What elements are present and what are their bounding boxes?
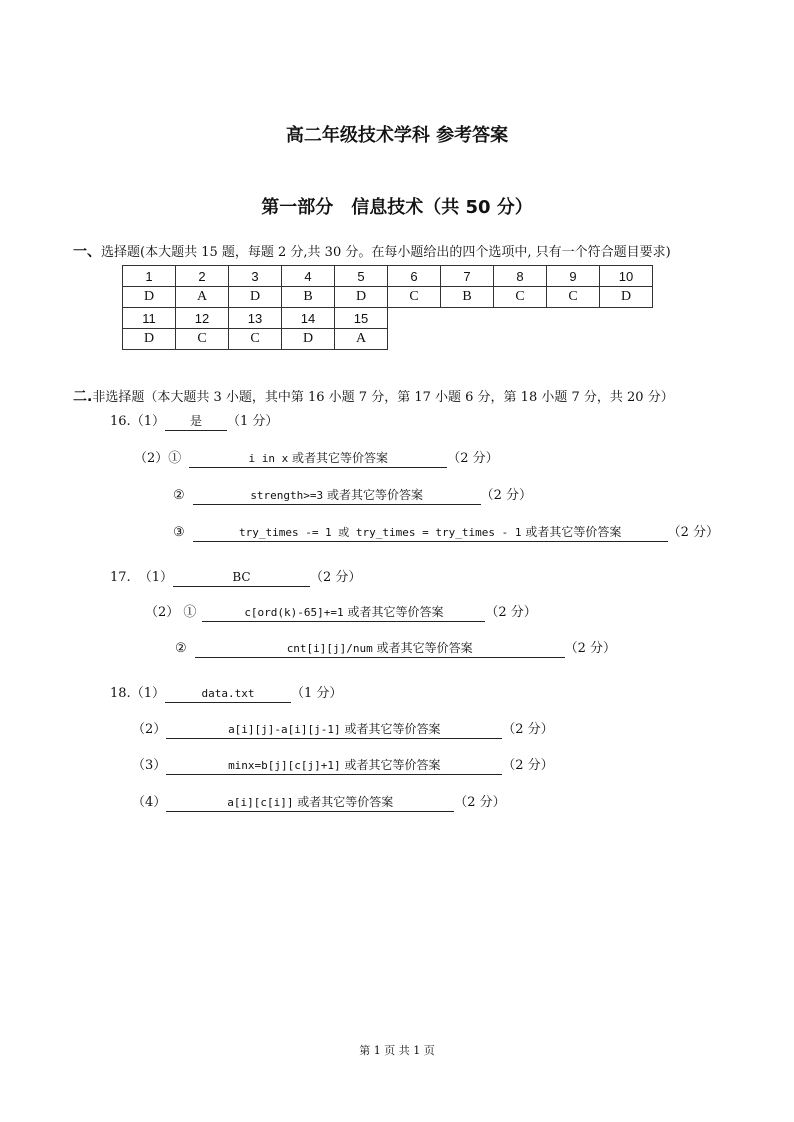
question-number: 15 bbox=[335, 308, 388, 329]
answer-letter: C bbox=[176, 329, 229, 350]
score: （2 分） bbox=[502, 758, 554, 773]
part-label: （3） bbox=[132, 758, 167, 773]
question-number: 1 bbox=[123, 266, 176, 287]
part-label: （2） bbox=[132, 722, 167, 737]
answer-blank bbox=[173, 569, 310, 587]
question-number: 12 bbox=[176, 308, 229, 329]
answer-letter: D bbox=[282, 329, 335, 350]
question-number: 8 bbox=[494, 266, 547, 287]
answer-blank bbox=[166, 721, 502, 739]
answer-code: a[i][c[i]] bbox=[227, 796, 294, 809]
score: （2 分） bbox=[480, 488, 533, 503]
answer-letter: D bbox=[123, 329, 176, 350]
answer-table bbox=[122, 265, 653, 350]
answer-note: 或者其它等价答案 bbox=[343, 605, 444, 619]
document-title: 高二年级技术学科 参考答案 bbox=[285, 125, 509, 146]
section-one-description: 选择题(本大题共 15 题，每题 2 分,共 30 分。在每小题给出的四个选项中, 只有一个符合题目要求) bbox=[101, 245, 671, 260]
answer-code: i in x bbox=[248, 452, 289, 465]
answer-text: BC bbox=[232, 570, 251, 584]
q18-part2 bbox=[132, 718, 554, 739]
question-number: 16. bbox=[110, 414, 131, 429]
answer-letter: D bbox=[123, 287, 176, 308]
q16-part2-1 bbox=[134, 447, 499, 468]
answer-blank bbox=[165, 413, 227, 431]
part-label: ② bbox=[173, 488, 185, 503]
answer-letter: D bbox=[600, 287, 653, 308]
answer-note: 或者其它等价答案 bbox=[521, 525, 622, 539]
q17-part1 bbox=[110, 566, 361, 587]
section-two-heading bbox=[73, 386, 674, 406]
answer-note: 或者其它等价答案 bbox=[372, 641, 473, 655]
answer-blank bbox=[166, 794, 454, 812]
answer-blank bbox=[195, 640, 565, 658]
question-number: 17. bbox=[110, 570, 131, 585]
answer-note: 或者其它等价答案 bbox=[323, 488, 423, 502]
part-label: （2）① bbox=[134, 451, 182, 466]
score: （2 分） bbox=[502, 722, 554, 737]
answer-blank bbox=[165, 685, 291, 703]
section-two-description: 非选择题（本大题共 3 小题，其中第 16 小题 7 分，第 17 小题 6 分，第 18 小题 7 分，共 20 分） bbox=[92, 390, 674, 405]
answer-blank bbox=[193, 487, 481, 505]
answer-note: 或者其它等价答案 bbox=[340, 722, 441, 736]
question-number: 10 bbox=[600, 266, 653, 287]
answer-letter: C bbox=[547, 287, 600, 308]
answer-letter: A bbox=[176, 287, 229, 308]
answer-code: strength>=3 bbox=[250, 489, 324, 502]
answer-note: 或者其它等价答案 bbox=[340, 758, 441, 772]
answer-blank bbox=[189, 450, 447, 468]
answer-code: try_times -= 1 或 try_times = try_times - 1 bbox=[238, 526, 522, 539]
question-number: 2 bbox=[176, 266, 229, 287]
question-number: 5 bbox=[335, 266, 388, 287]
answer-note: 或者其它等价答案 bbox=[288, 451, 389, 465]
q16-part1 bbox=[110, 410, 278, 431]
score: （2 分） bbox=[309, 570, 362, 585]
section-one-label: 一、 bbox=[73, 244, 101, 260]
score: （1 分） bbox=[290, 686, 343, 701]
answer-note: 或者其它等价答案 bbox=[293, 795, 394, 809]
answer-letter: C bbox=[388, 287, 441, 308]
question-number: 18. bbox=[110, 686, 131, 701]
question-number: 13 bbox=[229, 308, 282, 329]
part-label: （1） bbox=[138, 570, 173, 585]
answer-letter: C bbox=[494, 287, 547, 308]
answer-letter: B bbox=[282, 287, 335, 308]
q18-part1 bbox=[110, 682, 342, 703]
table-row bbox=[123, 308, 653, 329]
table-row bbox=[123, 266, 653, 287]
part-label: （2） ① bbox=[145, 605, 197, 620]
score: （2 分） bbox=[447, 451, 499, 466]
part-label: （1） bbox=[130, 414, 165, 429]
question-number: 7 bbox=[441, 266, 494, 287]
part-label: （4） bbox=[132, 795, 167, 810]
score: （2 分） bbox=[485, 605, 537, 620]
answer-code: a[i][j]-a[i][j-1] bbox=[228, 723, 341, 736]
answer-code: minx=b[j][c[j]+1] bbox=[228, 759, 341, 772]
question-number: 11 bbox=[123, 308, 176, 329]
q18-part3 bbox=[132, 754, 554, 775]
section-two-label: 二. bbox=[73, 389, 93, 405]
score: （1 分） bbox=[226, 414, 279, 429]
table-row bbox=[123, 329, 653, 350]
question-number: 4 bbox=[282, 266, 335, 287]
answer-text: 是 bbox=[189, 414, 202, 428]
part-label: （1） bbox=[130, 686, 165, 701]
answer-blank bbox=[166, 757, 502, 775]
answer-letter: D bbox=[335, 287, 388, 308]
answer-letter: C bbox=[229, 329, 282, 350]
q18-part4 bbox=[132, 791, 506, 812]
q16-part2-3 bbox=[173, 521, 719, 542]
answer-code: c[ord(k)-65]+=1 bbox=[244, 606, 344, 619]
q17-part2-2 bbox=[175, 637, 616, 658]
table-row bbox=[123, 287, 653, 308]
score: （2 分） bbox=[454, 795, 506, 810]
answer-letter: A bbox=[335, 329, 388, 350]
question-number: 14 bbox=[282, 308, 335, 329]
page-footer: 第 1 页 共 1 页 bbox=[359, 1044, 435, 1057]
answer-code: data.txt bbox=[201, 687, 255, 700]
question-number: 3 bbox=[229, 266, 282, 287]
answer-code: cnt[i][j]/num bbox=[286, 642, 373, 655]
answer-letter: B bbox=[441, 287, 494, 308]
score: （2 分） bbox=[564, 641, 617, 656]
q16-part2-2 bbox=[173, 484, 532, 505]
answer-blank bbox=[193, 524, 668, 542]
answer-letter: D bbox=[229, 287, 282, 308]
score: （2 分） bbox=[667, 525, 720, 540]
part-title: 第一部分 信息技术（共 50 分） bbox=[261, 197, 533, 218]
question-number: 9 bbox=[547, 266, 600, 287]
q17-part2-1 bbox=[145, 601, 537, 622]
answer-blank bbox=[202, 604, 485, 622]
part-label: ③ bbox=[173, 525, 185, 540]
section-one-heading bbox=[73, 241, 671, 261]
question-number: 6 bbox=[388, 266, 441, 287]
part-label: ② bbox=[175, 641, 187, 656]
